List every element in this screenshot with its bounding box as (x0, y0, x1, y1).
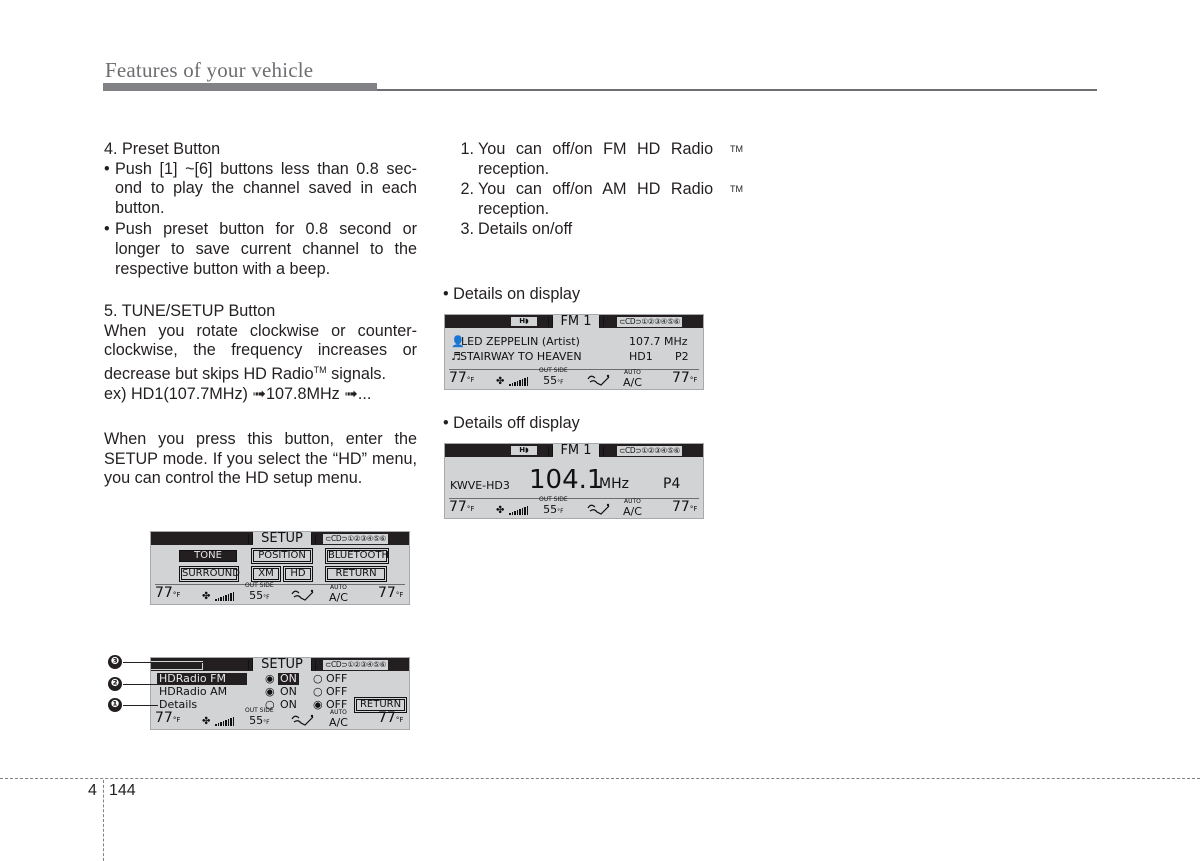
ac-label: A/C (329, 591, 348, 604)
auto-ac (623, 369, 642, 388)
temp-unit: °F (395, 716, 404, 724)
details-on-option[interactable]: ON (280, 698, 297, 711)
position-button[interactable]: POSITION (253, 550, 311, 562)
outside-unit: °F (263, 719, 270, 726)
temp-left-value: 77 (449, 499, 467, 515)
trademark-mark: TM (313, 364, 327, 375)
outside-temp (245, 582, 274, 603)
surround-button[interactable]: SURROUND (182, 568, 240, 579)
air-mode-icon (289, 588, 315, 602)
temp-right-value: 77 (378, 585, 396, 601)
ac-label: A/C (623, 376, 642, 389)
callout-2: ❷ (108, 677, 122, 691)
temp-unit: °F (172, 716, 181, 724)
footer-vertical-rule (103, 780, 104, 861)
lcd-band-title: FM 1 (553, 444, 599, 458)
preset-indicator: ⊂CD⊃①②③④⑤⑥ (619, 317, 680, 326)
lcd-climate-bar (445, 367, 703, 389)
auto-label: AUTO (624, 498, 641, 505)
temp-left (449, 500, 474, 517)
temp-unit: °F (395, 591, 404, 599)
lcd-band-title: FM 1 (553, 315, 599, 329)
temp-right (378, 711, 403, 728)
temp-right-value: 77 (378, 710, 396, 726)
temp-left (449, 371, 474, 388)
header-rule-thick (103, 83, 377, 91)
artist-icon: 👤 (451, 335, 465, 348)
preset-button-heading: 4. Preset Button (104, 140, 221, 158)
details-off-label: • Details off display (443, 414, 580, 432)
item-text: Details on/off (478, 220, 573, 239)
outside-unit: °F (263, 594, 270, 601)
bluetooth-button[interactable]: BLUETOOTH (328, 550, 390, 561)
radio-unselected-icon[interactable]: ○ (313, 672, 323, 685)
callout-1: ❶ (108, 698, 122, 712)
outside-value: 55 (249, 589, 264, 602)
bullet-mark: • (104, 220, 110, 239)
page-header-title: Features of your vehicle (105, 58, 314, 82)
trademark-mark: TM (730, 184, 743, 195)
song-text: STAIRWAY TO HEAVEN (460, 350, 582, 363)
frequency-example: ex) HD1(107.7MHz) ➟107.8MHz ➟... (104, 384, 372, 403)
temp-unit: °F (689, 376, 698, 384)
temp-unit: °F (689, 505, 698, 513)
lcd-setup-menu (150, 531, 410, 605)
callout-2-line (123, 684, 158, 685)
hd-radio-fm-label: HDRadio FM (157, 673, 247, 685)
station-name: KWVE-HD3 (450, 479, 510, 492)
lcd-setup-title: SETUP (253, 532, 311, 546)
setup-paragraph: When you press this button, enter the SETUP mode. If you select the “HD” menu, you can control the HD setup menu. (104, 430, 417, 488)
outside-unit: °F (557, 508, 564, 515)
radio-selected-icon[interactable]: ◉ (265, 672, 275, 685)
preset-number-text: P2 (675, 350, 689, 363)
left-column (104, 140, 417, 489)
bullet-mark: • (104, 159, 110, 178)
hd-channel-text: HD1 (629, 350, 653, 363)
temp-left (155, 586, 180, 603)
hd-radio-icon: H◗ (511, 317, 537, 326)
return-button[interactable]: RETURN (356, 699, 405, 711)
hd-radio-am-label: HDRadio AM (159, 685, 228, 698)
temp-right (672, 500, 697, 517)
lcd-details-on (444, 314, 704, 390)
fan-icon: ✤ (496, 505, 505, 516)
lcd-climate-bar (151, 707, 409, 729)
air-mode-icon (289, 713, 315, 727)
outside-value: 55 (543, 503, 558, 516)
temp-right (672, 371, 697, 388)
footer-rule (0, 778, 1200, 779)
temp-left-value: 77 (155, 585, 173, 601)
fan-level-icon (509, 506, 528, 515)
ac-label: A/C (329, 716, 348, 729)
song-icon: ♬ (451, 350, 461, 363)
outside-value: 55 (543, 374, 558, 387)
tone-button[interactable]: TONE (179, 550, 237, 562)
item-text: You can off/on FM HD Radio (478, 140, 714, 158)
hd-setup-list (443, 140, 743, 240)
header-rule-thin (377, 89, 1097, 91)
trademark-mark: TM (730, 144, 743, 154)
fan-level-icon (509, 377, 528, 386)
temp-unit: °F (172, 591, 181, 599)
item-text-2: reception. (478, 159, 550, 178)
ac-label: A/C (623, 505, 642, 518)
outside-temp (539, 367, 568, 388)
auto-ac (329, 584, 348, 603)
air-mode-icon (585, 373, 611, 387)
temp-left (155, 711, 180, 728)
frequency-unit: MHz (599, 476, 629, 492)
fan-icon: ✤ (202, 591, 211, 602)
auto-label: AUTO (624, 369, 641, 376)
outside-value: 55 (249, 714, 264, 727)
item-number: 1. (460, 140, 474, 158)
bullet-text: Push preset button for 0.8 second or longer to save current channel to the respective button with a beep. (115, 220, 417, 278)
temp-right (378, 586, 403, 603)
preset-bullet-1 (104, 160, 417, 219)
lcd-climate-bar (445, 496, 703, 518)
fan-icon: ✤ (202, 716, 211, 727)
temp-right-value: 77 (672, 499, 690, 515)
preset-indicator: ⊂CD⊃①②③④⑤⑥ (325, 534, 386, 543)
hd-button[interactable]: HD (285, 568, 311, 580)
frequency-text: 107.7 MHz (629, 335, 688, 348)
am-off-option[interactable]: OFF (326, 685, 348, 698)
fm-off-option[interactable]: OFF (326, 672, 348, 685)
section-number: 4 (88, 782, 97, 799)
outside-temp (245, 707, 274, 728)
details-label: Details (159, 698, 198, 711)
radio-unselected-icon[interactable]: ○ (265, 698, 275, 711)
outside-label: OUT SIDE (245, 582, 274, 589)
lcd-setup-title: SETUP (253, 658, 311, 672)
details-off-option[interactable]: OFF (326, 698, 348, 711)
fm-on-option[interactable]: ON (280, 672, 297, 685)
auto-ac (623, 498, 642, 517)
am-on-option[interactable]: ON (280, 685, 297, 698)
list-item (443, 140, 743, 179)
tune-paragraph-text: When you rotate clockwise or counter-clockwise, the frequency increases or decrease but skips HD Radio (104, 321, 417, 383)
list-item (443, 180, 743, 219)
radio-selected-icon[interactable]: ◉ (313, 698, 323, 711)
lcd-hd-setup (150, 657, 410, 730)
outside-label: OUT SIDE (245, 707, 274, 714)
hd-radio-icon: H◗ (511, 446, 537, 455)
preset-number-text: P4 (663, 476, 681, 492)
preset-indicator: ⊂CD⊃①②③④⑤⑥ (325, 660, 386, 669)
temp-unit: °F (466, 505, 475, 513)
temp-left-value: 77 (155, 710, 173, 726)
details-on-label: • Details on display (443, 285, 581, 303)
temp-right-value: 77 (672, 370, 690, 386)
tune-paragraph (104, 322, 417, 385)
preset-indicator: ⊂CD⊃①②③④⑤⑥ (619, 446, 680, 455)
lcd-climate-bar (151, 582, 409, 604)
outside-unit: °F (557, 379, 564, 386)
auto-ac (329, 709, 348, 728)
callout-3: ❸ (108, 655, 122, 669)
artist-text: LED ZEPPELIN (Artist) (461, 335, 580, 348)
xm-button[interactable]: XM (253, 568, 279, 580)
bullet-text: Push [1] ~[6] buttons less than 0.8 sec-ond to play the channel saved in each button. (115, 159, 417, 217)
big-frequency: 104.1 (529, 465, 604, 495)
temp-left-value: 77 (449, 370, 467, 386)
middle-column (443, 140, 743, 241)
return-button[interactable]: RETURN (327, 568, 385, 580)
page-number: 144 (109, 782, 136, 799)
auto-label: AUTO (330, 709, 347, 716)
outside-label: OUT SIDE (539, 367, 568, 374)
list-item (443, 220, 743, 240)
tune-paragraph-end: signals. (331, 364, 387, 383)
item-number: 3. (460, 220, 474, 239)
item-number: 2. (460, 180, 474, 199)
item-text-2: reception. (478, 199, 550, 218)
outside-temp (539, 496, 568, 517)
lcd-details-off (444, 443, 704, 519)
preset-bullet-2 (104, 220, 417, 279)
item-text: You can off/on AM HD Radio (478, 180, 714, 199)
callout-3-line (123, 662, 203, 663)
air-mode-icon (585, 502, 611, 516)
fan-level-icon (215, 717, 234, 726)
temp-unit: °F (466, 376, 475, 384)
radio-unselected-icon[interactable]: ○ (313, 685, 323, 698)
tune-setup-heading: 5. TUNE/SETUP Button (104, 302, 276, 321)
radio-selected-icon[interactable]: ◉ (265, 685, 275, 698)
auto-label: AUTO (330, 584, 347, 591)
fan-level-icon (215, 592, 234, 601)
fan-icon: ✤ (496, 376, 505, 387)
callout-1-line (123, 705, 158, 706)
outside-label: OUT SIDE (539, 496, 568, 503)
